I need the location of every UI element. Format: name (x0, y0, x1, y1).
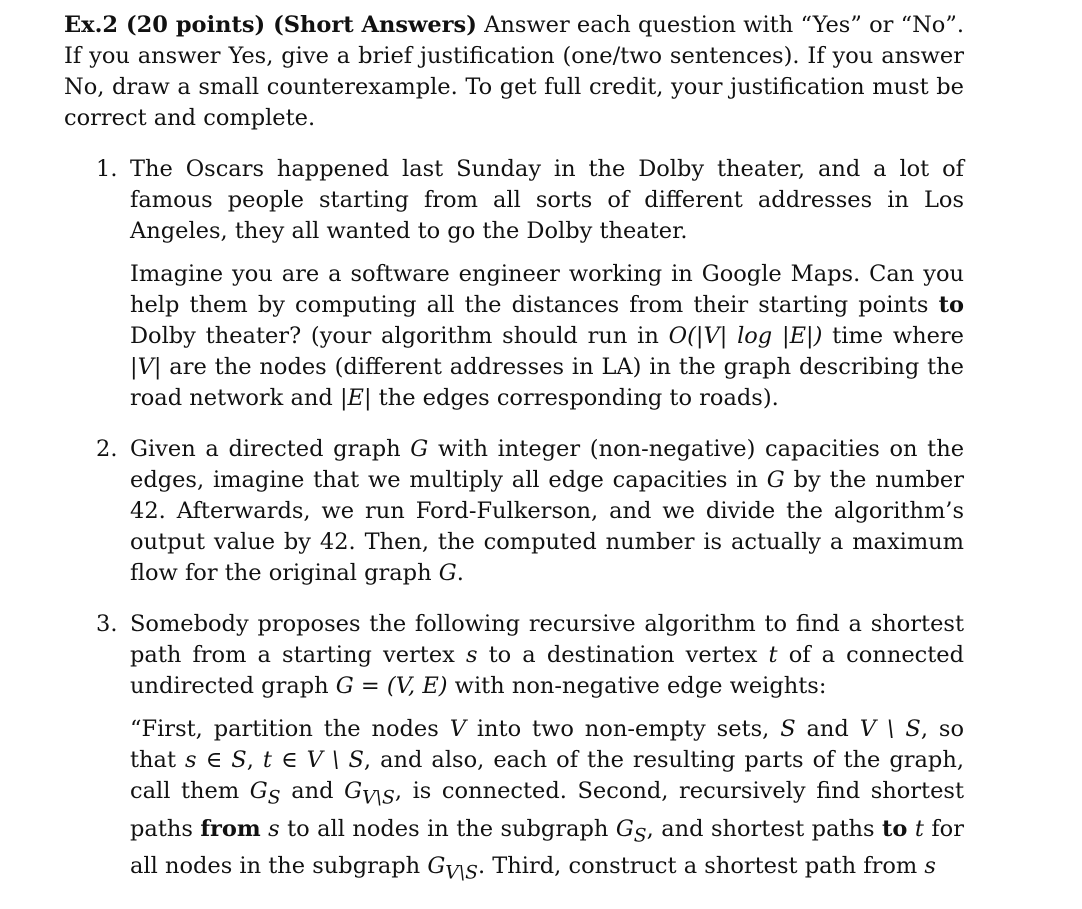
text-run: Given a directed graph (130, 436, 411, 462)
text-run: , (246, 747, 263, 773)
math-expression: G (766, 467, 785, 493)
question-number: 1. (96, 156, 118, 182)
math-expression: s ∈ S (185, 747, 247, 773)
question-3-paragraph-2 (130, 714, 964, 889)
math-expression: s (465, 642, 478, 668)
text-run: to a destination vertex (477, 642, 769, 668)
text-run: Imagine you are a software engineer working in Google Maps. Can you help them by computing all the distances from their starting points (130, 261, 964, 318)
text-run (261, 816, 268, 842)
text-run: , so that (130, 716, 964, 773)
question-list (64, 154, 964, 889)
text-run: , and also, each of the resulting parts of the graph, call them (130, 747, 964, 804)
math-expression: G (427, 853, 446, 879)
text-run: with non-negative edge weights: (447, 673, 827, 699)
text-run: , and shortest paths (646, 815, 883, 842)
math-expression: |E| (339, 385, 372, 411)
math-expression: V \ S (859, 716, 921, 742)
text-run: Dolby theater? (your algorithm should run in (130, 323, 669, 349)
document-page (64, 10, 964, 909)
text-run: time where (822, 323, 964, 349)
bold-word: to (938, 292, 964, 318)
text-run: with integer (non-negative) capacities on the edges, imagine that we multiply all edge capacities in (130, 436, 965, 493)
text-run: . Third, construct a shortest path from (478, 853, 925, 879)
math-expression: G (410, 436, 429, 462)
text-run: to all nodes in the subgraph (279, 815, 616, 842)
math-subscript: V\S (362, 787, 395, 809)
question-number: 3. (96, 611, 118, 637)
math-subscript: S (633, 825, 647, 846)
text-run: and (280, 778, 345, 804)
exercise-intro (64, 10, 964, 134)
math-expression: S (780, 716, 796, 742)
text-run: for all nodes in the subgraph (130, 815, 964, 879)
math-expression: s (268, 815, 280, 842)
math-expression: s (924, 853, 936, 879)
math-expression: t ∈ V \ S (262, 747, 364, 773)
text-run: Somebody proposes the following recursive algorithm to find a shortest path from a starting vertex (130, 611, 964, 668)
question-2-paragraph-1 (130, 434, 964, 589)
text-run: by the number 42. Afterwards, we run Ford-Fulkerson, and we divide the algorithm’s output value by 42. Then, the computed number is actually a maximum flow for the original graph (130, 467, 964, 586)
exercise-instructions: Answer each question with “Yes” or “No”. If you answer Yes, give a brief justification (one/two sentences). If you answer No, draw a small counterexample. To get full credit, your justification must be correct and complete. (64, 12, 964, 131)
math-expression: O(|V| log |E|) (668, 323, 823, 349)
bold-word: to (882, 815, 908, 842)
math-expression: G = (V, E) (335, 673, 448, 699)
question-1-paragraph-1 (130, 154, 964, 247)
math-expression: G (249, 778, 268, 804)
question-1-paragraph-2 (130, 259, 964, 414)
math-expression: t (768, 642, 778, 668)
text-run: . (456, 560, 464, 586)
text-run: and (795, 716, 860, 742)
math-expression: G (344, 778, 363, 804)
text-run: of a connected undirected graph (130, 642, 964, 699)
question-3-paragraph-1 (130, 609, 964, 702)
question-2 (64, 434, 964, 589)
text-run: the edges corresponding to roads). (371, 385, 779, 411)
text-run: The Oscars happened last Sunday in the Dolby theater, and a lot of famous people starting from all sorts of different addresses in Los Angeles, they all wanted to go the Dolby theater. (130, 156, 964, 244)
text-run: , is connected. Second, recursively find shortest paths (130, 778, 964, 842)
math-expression: t (914, 815, 924, 842)
bold-word: from (200, 815, 261, 842)
math-subscript: V\S (445, 862, 478, 884)
question-1 (64, 154, 964, 414)
math-expression: V (449, 716, 466, 742)
text-run (907, 816, 914, 842)
question-3 (64, 609, 964, 889)
text-run: into two non-empty sets, (465, 716, 781, 742)
text-run: “First, partition the nodes (130, 716, 450, 742)
math-expression: G (438, 560, 457, 586)
math-expression: G (615, 815, 634, 842)
text-run: are the nodes (different addresses in LA) in the graph describing the road network and (130, 354, 964, 411)
question-number: 2. (96, 436, 118, 462)
math-expression: |V| (130, 354, 162, 380)
math-subscript: S (267, 787, 281, 809)
exercise-label: Ex.2 (20 points) (Short Answers) (64, 12, 477, 38)
